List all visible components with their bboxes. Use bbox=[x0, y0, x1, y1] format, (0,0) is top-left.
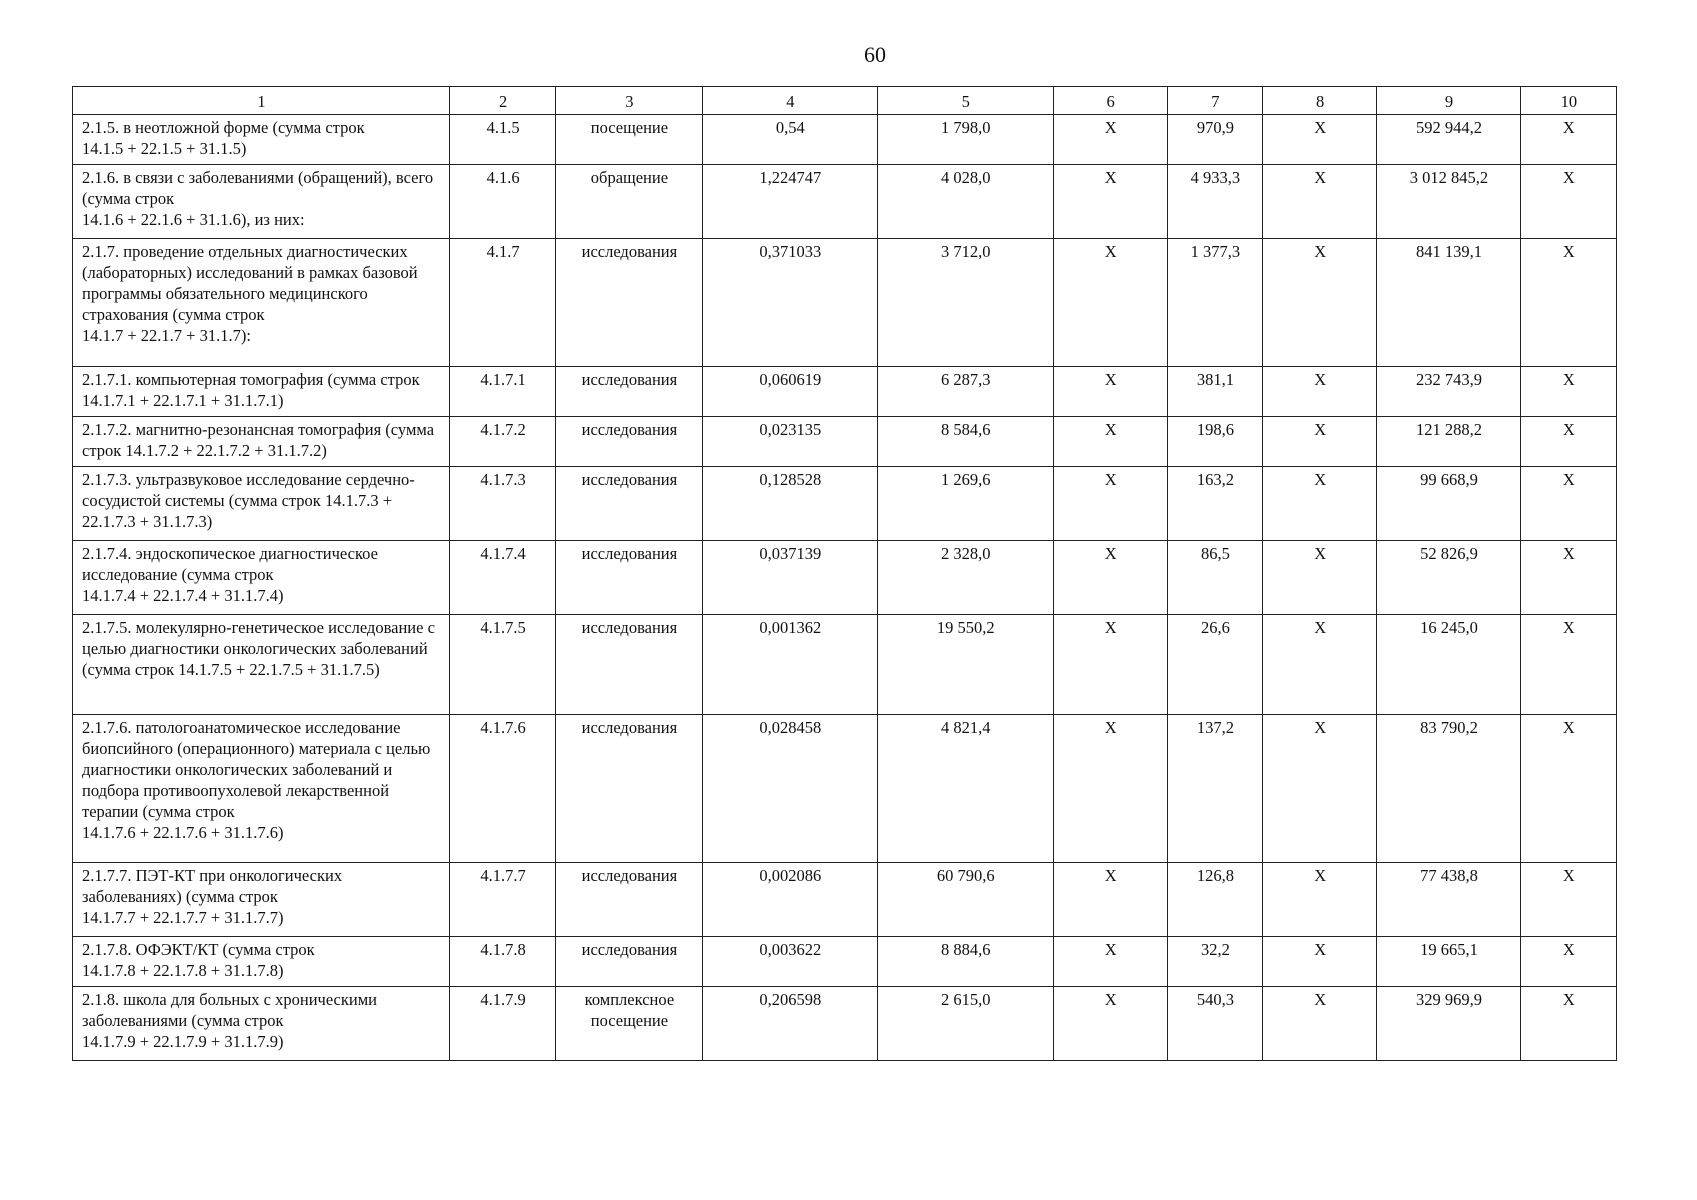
norm-cost-cell: 8 884,6 bbox=[878, 937, 1053, 987]
total-percent-cell: X bbox=[1520, 165, 1616, 239]
total-percent-cell: X bbox=[1520, 615, 1616, 715]
header-row bbox=[73, 87, 1617, 115]
header-cell: 10 bbox=[1520, 87, 1616, 115]
table-row bbox=[73, 367, 1617, 417]
budget-total-cell: X bbox=[1263, 987, 1377, 1061]
unit-cell: обращение bbox=[556, 165, 702, 239]
oms-total-cell: 52 826,9 bbox=[1377, 541, 1520, 615]
header-cell: 9 bbox=[1377, 87, 1520, 115]
unit-cell: исследования bbox=[556, 367, 702, 417]
budget-per-capita-cell: X bbox=[1053, 367, 1167, 417]
table-row bbox=[73, 115, 1617, 165]
norm-volume-cell: 0,023135 bbox=[702, 417, 877, 467]
budget-total-cell: X bbox=[1263, 239, 1377, 367]
oms-total-cell: 121 288,2 bbox=[1377, 417, 1520, 467]
indicator-name-cell: 2.1.7. проведение отдельных диагностических (лабораторных) исследований в рамках базовой программы обязательного медицинского страхования (сумма строк 14.1.7 + 22.1.7 + 31.1.7): bbox=[73, 239, 450, 367]
oms-per-capita-cell: 1 377,3 bbox=[1167, 239, 1262, 367]
oms-per-capita-cell: 4 933,3 bbox=[1167, 165, 1262, 239]
norm-cost-cell: 1 798,0 bbox=[878, 115, 1053, 165]
unit-cell: исследования bbox=[556, 467, 702, 541]
line-number-cell: 4.1.7.9 bbox=[449, 987, 555, 1061]
line-number-cell: 4.1.5 bbox=[449, 115, 555, 165]
budget-per-capita-cell: X bbox=[1053, 541, 1167, 615]
norm-volume-cell: 0,037139 bbox=[702, 541, 877, 615]
budget-total-cell: X bbox=[1263, 615, 1377, 715]
header-cell: 5 bbox=[878, 87, 1053, 115]
norm-volume-cell: 0,128528 bbox=[702, 467, 877, 541]
norm-cost-cell: 2 615,0 bbox=[878, 987, 1053, 1061]
table-row bbox=[73, 863, 1617, 937]
table-row bbox=[73, 239, 1617, 367]
oms-per-capita-cell: 540,3 bbox=[1167, 987, 1262, 1061]
budget-per-capita-cell: X bbox=[1053, 615, 1167, 715]
budget-total-cell: X bbox=[1263, 937, 1377, 987]
table-row bbox=[73, 541, 1617, 615]
unit-cell: исследования bbox=[556, 541, 702, 615]
unit-cell: исследования bbox=[556, 863, 702, 937]
budget-total-cell: X bbox=[1263, 715, 1377, 863]
header-cell: 3 bbox=[556, 87, 702, 115]
total-percent-cell: X bbox=[1520, 115, 1616, 165]
oms-total-cell: 77 438,8 bbox=[1377, 863, 1520, 937]
table-row bbox=[73, 987, 1617, 1061]
oms-per-capita-cell: 970,9 bbox=[1167, 115, 1262, 165]
norm-cost-cell: 8 584,6 bbox=[878, 417, 1053, 467]
budget-per-capita-cell: X bbox=[1053, 115, 1167, 165]
table-row bbox=[73, 417, 1617, 467]
budget-per-capita-cell: X bbox=[1053, 987, 1167, 1061]
budget-total-cell: X bbox=[1263, 367, 1377, 417]
line-number-cell: 4.1.7.6 bbox=[449, 715, 555, 863]
norm-volume-cell: 0,206598 bbox=[702, 987, 877, 1061]
budget-total-cell: X bbox=[1263, 417, 1377, 467]
oms-total-cell: 16 245,0 bbox=[1377, 615, 1520, 715]
norm-volume-cell: 0,028458 bbox=[702, 715, 877, 863]
header-cell: 6 bbox=[1053, 87, 1167, 115]
budget-total-cell: X bbox=[1263, 115, 1377, 165]
budget-total-cell: X bbox=[1263, 467, 1377, 541]
oms-total-cell: 232 743,9 bbox=[1377, 367, 1520, 417]
table-row bbox=[73, 615, 1617, 715]
total-percent-cell: X bbox=[1520, 541, 1616, 615]
total-percent-cell: X bbox=[1520, 715, 1616, 863]
budget-total-cell: X bbox=[1263, 863, 1377, 937]
unit-cell: исследования bbox=[556, 715, 702, 863]
table-row bbox=[73, 937, 1617, 987]
indicator-name-cell: 2.1.7.5. молекулярно-генетическое исследование с целью диагностики онкологических заболеваний (сумма строк 14.1.7.5 + 22.1.7.5 + 31.1.7.5) bbox=[73, 615, 450, 715]
page-number: 60 bbox=[864, 42, 886, 67]
unit-cell: исследования bbox=[556, 239, 702, 367]
total-percent-cell: X bbox=[1520, 937, 1616, 987]
indicator-name-cell: 2.1.7.6. патологоанатомическое исследование биопсийного (операционного) материала с целью диагностики онкологических заболеваний и подбора противоопухолевой лекарственной терапии (сумма строк 14.1.7.6 + 22.1.7.6 + 31.1.7.6) bbox=[73, 715, 450, 863]
norm-cost-cell: 60 790,6 bbox=[878, 863, 1053, 937]
indicator-name-cell: 2.1.5. в неотложной форме (сумма строк 14.1.5 + 22.1.5 + 31.1.5) bbox=[73, 115, 450, 165]
indicator-name-cell: 2.1.7.1. компьютерная томография (сумма строк 14.1.7.1 + 22.1.7.1 + 31.1.7.1) bbox=[73, 367, 450, 417]
budget-per-capita-cell: X bbox=[1053, 937, 1167, 987]
oms-per-capita-cell: 163,2 bbox=[1167, 467, 1262, 541]
unit-cell: исследования bbox=[556, 417, 702, 467]
total-percent-cell: X bbox=[1520, 467, 1616, 541]
oms-total-cell: 329 969,9 bbox=[1377, 987, 1520, 1061]
indicator-name-cell: 2.1.7.7. ПЭТ-КТ при онкологических заболеваниях) (сумма строк 14.1.7.7 + 22.1.7.7 + 31.1.7.7) bbox=[73, 863, 450, 937]
oms-per-capita-cell: 32,2 bbox=[1167, 937, 1262, 987]
line-number-cell: 4.1.7.4 bbox=[449, 541, 555, 615]
line-number-cell: 4.1.7 bbox=[449, 239, 555, 367]
oms-per-capita-cell: 86,5 bbox=[1167, 541, 1262, 615]
indicator-name-cell: 2.1.7.2. магнитно-резонансная томография (сумма строк 14.1.7.2 + 22.1.7.2 + 31.1.7.2) bbox=[73, 417, 450, 467]
total-percent-cell: X bbox=[1520, 987, 1616, 1061]
unit-cell: исследования bbox=[556, 615, 702, 715]
budget-total-cell: X bbox=[1263, 541, 1377, 615]
data-table bbox=[72, 86, 1617, 1061]
total-percent-cell: X bbox=[1520, 863, 1616, 937]
norm-cost-cell: 1 269,6 bbox=[878, 467, 1053, 541]
oms-per-capita-cell: 137,2 bbox=[1167, 715, 1262, 863]
oms-total-cell: 19 665,1 bbox=[1377, 937, 1520, 987]
budget-per-capita-cell: X bbox=[1053, 417, 1167, 467]
table-row bbox=[73, 467, 1617, 541]
budget-per-capita-cell: X bbox=[1053, 467, 1167, 541]
norm-cost-cell: 4 821,4 bbox=[878, 715, 1053, 863]
unit-cell: исследования bbox=[556, 937, 702, 987]
unit-cell: посещение bbox=[556, 115, 702, 165]
norm-volume-cell: 0,003622 bbox=[702, 937, 877, 987]
norm-volume-cell: 0,060619 bbox=[702, 367, 877, 417]
line-number-cell: 4.1.7.8 bbox=[449, 937, 555, 987]
norm-volume-cell: 0,54 bbox=[702, 115, 877, 165]
indicator-name-cell: 2.1.6. в связи с заболеваниями (обращений), всего (сумма строк 14.1.6 + 22.1.6 + 31.1.6), из них: bbox=[73, 165, 450, 239]
indicator-name-cell: 2.1.7.3. ультразвуковое исследование сердечно-сосудистой системы (сумма строк 14.1.7.3 + 22.1.7.3 + 31.1.7.3) bbox=[73, 467, 450, 541]
budget-total-cell: X bbox=[1263, 165, 1377, 239]
line-number-cell: 4.1.7.2 bbox=[449, 417, 555, 467]
norm-volume-cell: 0,371033 bbox=[702, 239, 877, 367]
oms-per-capita-cell: 381,1 bbox=[1167, 367, 1262, 417]
oms-per-capita-cell: 198,6 bbox=[1167, 417, 1262, 467]
norm-cost-cell: 6 287,3 bbox=[878, 367, 1053, 417]
line-number-cell: 4.1.7.1 bbox=[449, 367, 555, 417]
norm-volume-cell: 0,002086 bbox=[702, 863, 877, 937]
line-number-cell: 4.1.7.5 bbox=[449, 615, 555, 715]
norm-volume-cell: 0,001362 bbox=[702, 615, 877, 715]
header-cell: 8 bbox=[1263, 87, 1377, 115]
table-row bbox=[73, 165, 1617, 239]
oms-per-capita-cell: 26,6 bbox=[1167, 615, 1262, 715]
header-cell: 2 bbox=[449, 87, 555, 115]
budget-per-capita-cell: X bbox=[1053, 239, 1167, 367]
indicator-name-cell: 2.1.7.4. эндоскопическое диагностическое исследование (сумма строк 14.1.7.4 + 22.1.7.4 + 31.1.7.4) bbox=[73, 541, 450, 615]
oms-per-capita-cell: 126,8 bbox=[1167, 863, 1262, 937]
norm-cost-cell: 2 328,0 bbox=[878, 541, 1053, 615]
total-percent-cell: X bbox=[1520, 239, 1616, 367]
oms-total-cell: 99 668,9 bbox=[1377, 467, 1520, 541]
budget-per-capita-cell: X bbox=[1053, 863, 1167, 937]
total-percent-cell: X bbox=[1520, 417, 1616, 467]
norm-cost-cell: 3 712,0 bbox=[878, 239, 1053, 367]
table-row bbox=[73, 715, 1617, 863]
oms-total-cell: 83 790,2 bbox=[1377, 715, 1520, 863]
unit-cell: комплексное посещение bbox=[556, 987, 702, 1061]
norm-cost-cell: 19 550,2 bbox=[878, 615, 1053, 715]
header-cell: 7 bbox=[1167, 87, 1262, 115]
oms-total-cell: 592 944,2 bbox=[1377, 115, 1520, 165]
budget-per-capita-cell: X bbox=[1053, 715, 1167, 863]
line-number-cell: 4.1.7.3 bbox=[449, 467, 555, 541]
header-cell: 1 bbox=[73, 87, 450, 115]
oms-total-cell: 841 139,1 bbox=[1377, 239, 1520, 367]
norm-volume-cell: 1,224747 bbox=[702, 165, 877, 239]
budget-per-capita-cell: X bbox=[1053, 165, 1167, 239]
total-percent-cell: X bbox=[1520, 367, 1616, 417]
line-number-cell: 4.1.7.7 bbox=[449, 863, 555, 937]
line-number-cell: 4.1.6 bbox=[449, 165, 555, 239]
header-cell: 4 bbox=[702, 87, 877, 115]
indicator-name-cell: 2.1.8. школа для больных с хроническими заболеваниями (сумма строк 14.1.7.9 + 22.1.7.9 + 31.1.7.9) bbox=[73, 987, 450, 1061]
indicator-name-cell: 2.1.7.8. ОФЭКТ/КТ (сумма строк 14.1.7.8 + 22.1.7.8 + 31.1.7.8) bbox=[73, 937, 450, 987]
norm-cost-cell: 4 028,0 bbox=[878, 165, 1053, 239]
oms-total-cell: 3 012 845,2 bbox=[1377, 165, 1520, 239]
